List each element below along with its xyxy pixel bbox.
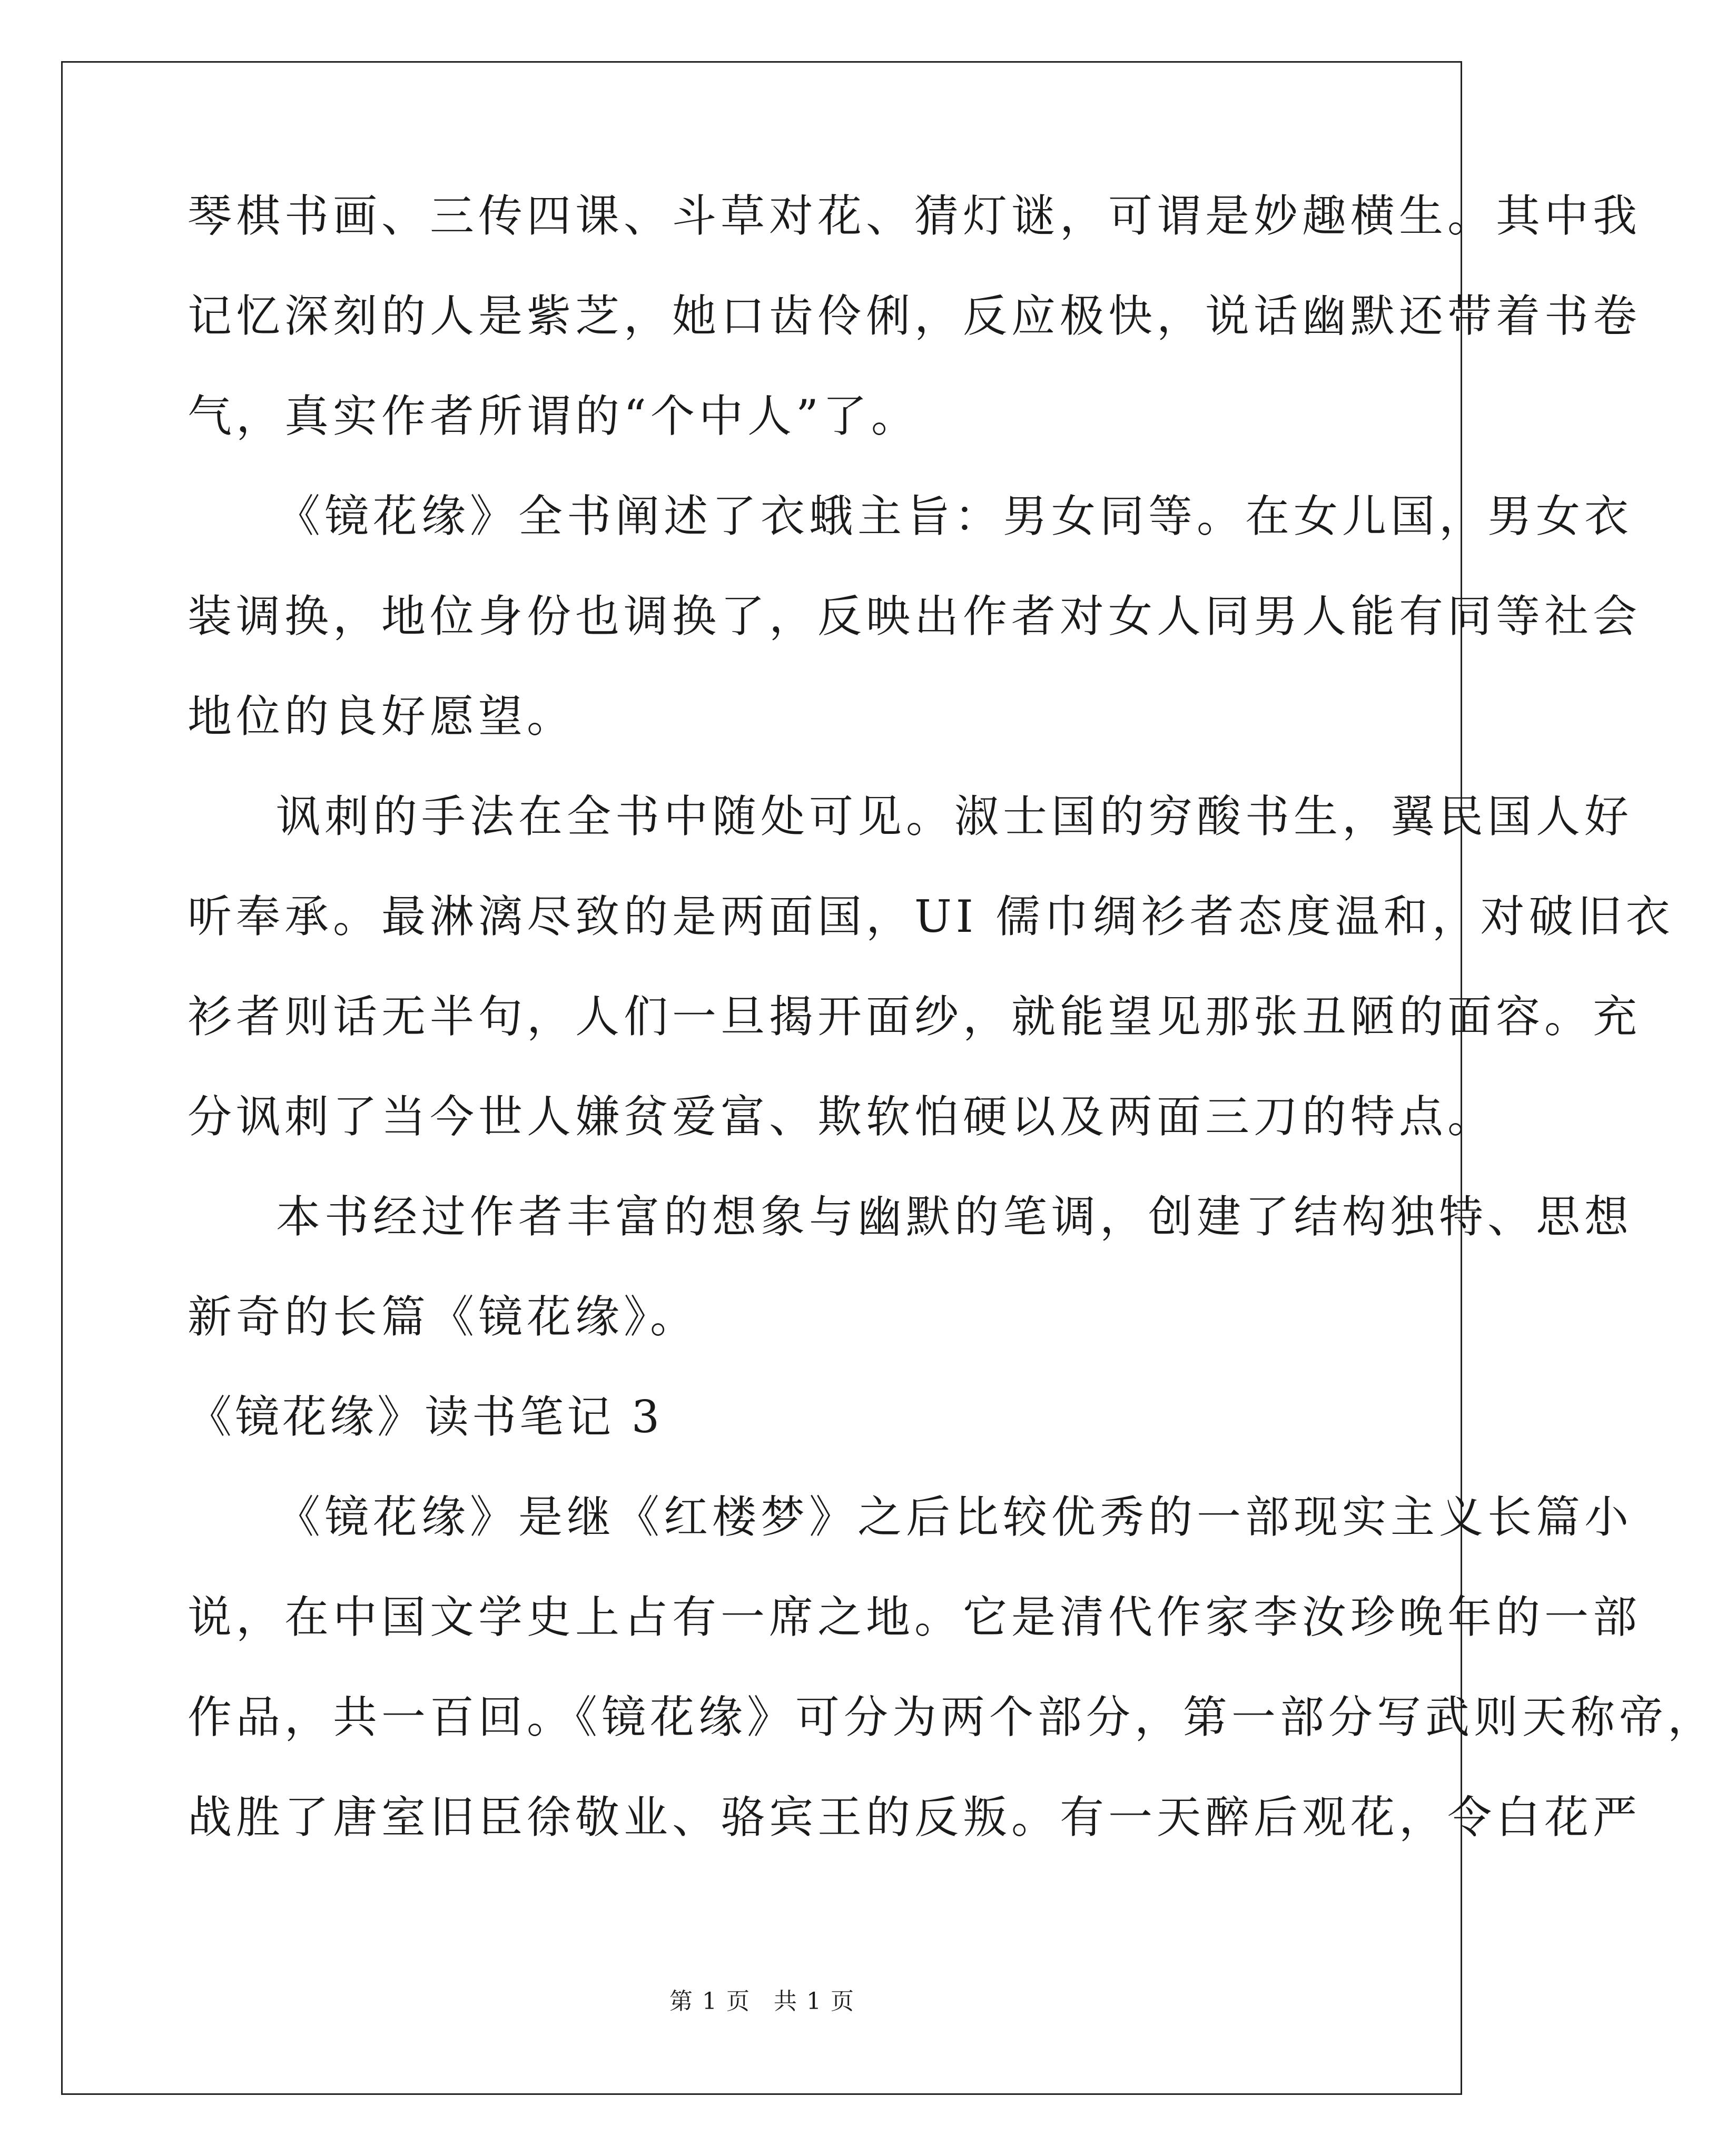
page-border [61,61,1462,2095]
paragraph-start-line: 讽刺的手法在全书中随处可见。淑士国的穷酸书生，翼民国人好 [276,791,1633,842]
page-total: 共 1 页 [774,1988,855,2015]
text-line: 装调换，地位身份也调换了，反映出作者对女人同男人能有同等社会 [188,590,1642,642]
paragraph-start-line: 《镜花缘》全书阐述了衣蛾主旨：男女同等。在女儿国，男女衣 [276,490,1633,542]
paragraph-start-line: 本书经过作者丰富的想象与幽默的笔调，创建了结构独特、思想 [276,1191,1633,1243]
text-line: 琴棋书画、三传四课、斗草对花、猜灯谜，可谓是妙趣横生。其中我 [188,190,1642,242]
page-number: 第 1 页 [669,1988,751,2015]
paragraph-start-line: 《镜花缘》是继《红楼梦》之后比较优秀的一部现实主义长篇小 [276,1491,1633,1543]
section-heading: 《镜花缘》读书笔记 3 [188,1391,663,1443]
text-line: 分讽刺了当今世人嫌贫爱富、欺软怕硬以及两面三刀的特点。 [188,1091,1496,1143]
text-line: 战胜了唐室旧臣徐敬业、骆宾王的反叛。有一天醉后观花，令白花严 [188,1791,1642,1843]
page-footer [0,1986,1524,2017]
text-line: 听奉承。最淋漓尽致的是两面国，UI 儒巾绸衫者态度温和，对破旧衣 [188,891,1674,942]
text-line: 地位的良好愿望。 [188,691,576,742]
text-line: 衫者则话无半句，人们一旦揭开面纱，就能望见那张丑陋的面容。充 [188,991,1642,1042]
text-line: 说，在中国文学史上占有一席之地。它是清代作家李汝珍晚年的一部 [188,1591,1642,1643]
text-line: 气，真实作者所谓的“个中人”了。 [188,390,920,442]
text-line: 新奇的长篇《镜花缘》。 [188,1291,699,1343]
text-line: 作品，共一百回。《镜花缘》可分为两个部分，第一部分写武则天称帝， [188,1691,1716,1743]
text-line: 记忆深刻的人是紫芝，她口齿伶俐，反应极快，说话幽默还带着书卷 [188,290,1642,342]
